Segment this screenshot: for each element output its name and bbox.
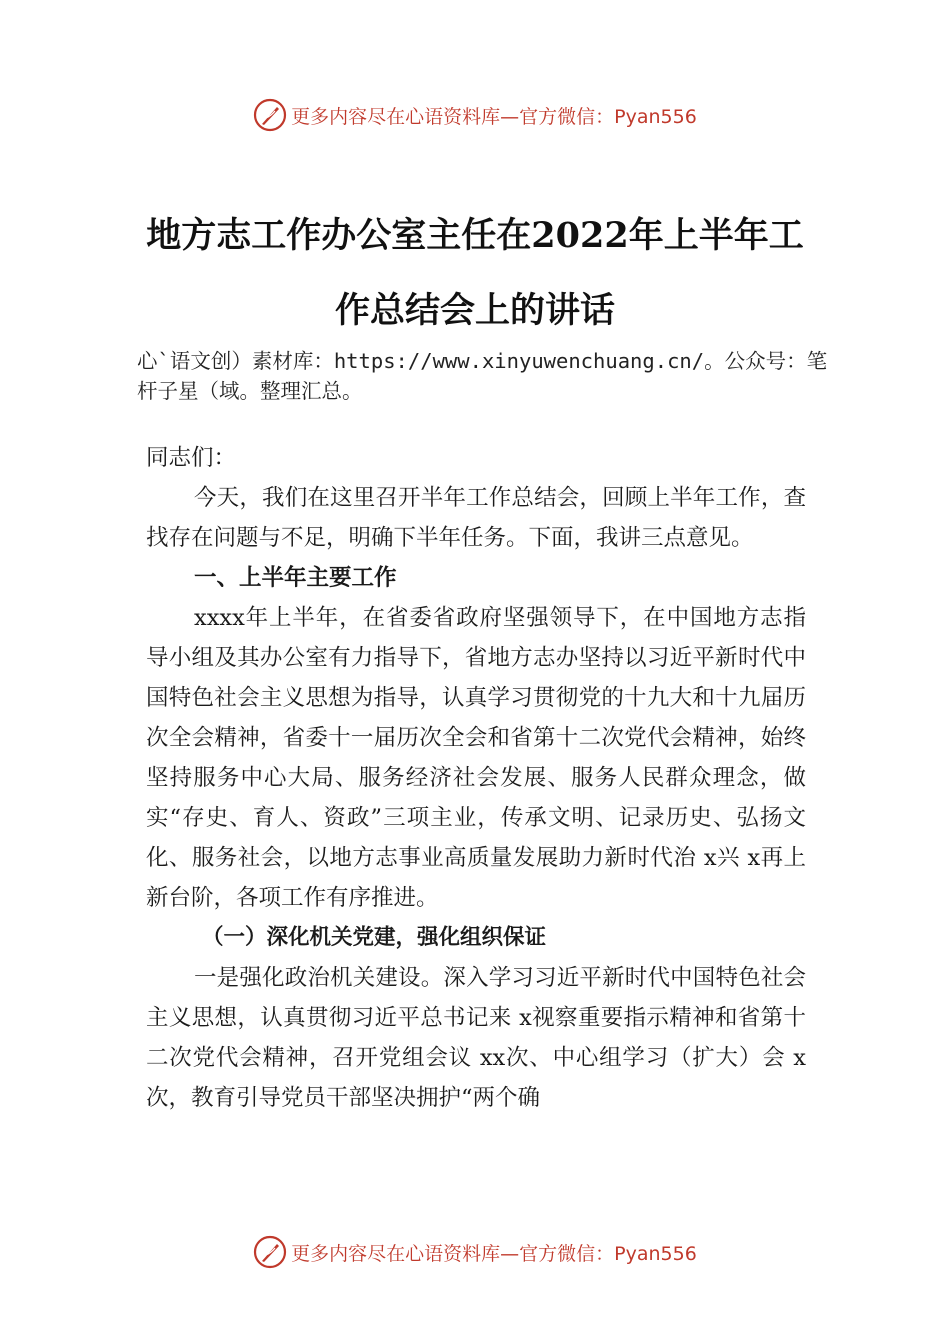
wechat-id: Pyan556 bbox=[614, 1242, 697, 1265]
section-heading-1: 一、上半年主要工作 bbox=[194, 565, 397, 591]
header-banner bbox=[0, 95, 950, 135]
banner-text: 更多内容尽在心语资料库—官方微信：Pyan556 bbox=[291, 105, 697, 128]
source-note: 心`语文创）素材库：https://www.xinyuwenchuang.cn/。公众号：笔杆子星（域。整理汇总。 bbox=[137, 349, 828, 403]
banner-text: 更多内容尽在心语资料库—官方微信：Pyan556 bbox=[291, 1242, 697, 1265]
quill-logo-icon bbox=[253, 1235, 287, 1269]
document-title-line-2: 作总结会上的讲话 bbox=[334, 290, 615, 331]
intro-paragraph: 今天，我们在这里召开半年工作总结会，回顾上半年工作，查找存在问题与不足，明确下半年任务。下面，我讲三点意见。 bbox=[146, 485, 806, 551]
paragraph-1: xxxx年上半年，在省委省政府坚强领导下，在中国地方志指导小组及其办公室有力指导下，省地方志办坚持以习近平新时代中国特色社会主义思想为指导，认真学习贯彻党的十九大和十九届历次全会精神，省委十一届历次全会和省第十二次党代会精神，始终坚持服务中心大局、服务经济社会发展、服务人民群众理念，做实“存史、育人、资政”三项主业，传承文明、记录历史、弘扬文化、服务社会，以地方志事业高质量发展助力新时代治 x兴 x再上新台阶，各项工作有序推进。 bbox=[146, 605, 806, 911]
quill-logo-icon bbox=[253, 98, 287, 132]
document-title-line-1: 地方志工作办公室主任在2022年上半年工 bbox=[146, 215, 804, 256]
paragraph-2: 一是强化政治机关建设。深入学习习近平新时代中国特色社会主义思想，认真贯彻习近平总书记来 x视察重要指示精神和省第十二次党代会精神，召开党组会议 xx次、中心组学习（扩大）会 x次，教育引导党员干部坚决拥护“两个确 bbox=[146, 965, 806, 1111]
salutation: 同志们： bbox=[146, 445, 237, 471]
document-body bbox=[146, 438, 806, 1118]
footer-banner bbox=[0, 1232, 950, 1272]
wechat-id: Pyan556 bbox=[614, 105, 697, 128]
subsection-heading-1: （一）深化机关党建，强化组织保证 bbox=[202, 925, 547, 950]
